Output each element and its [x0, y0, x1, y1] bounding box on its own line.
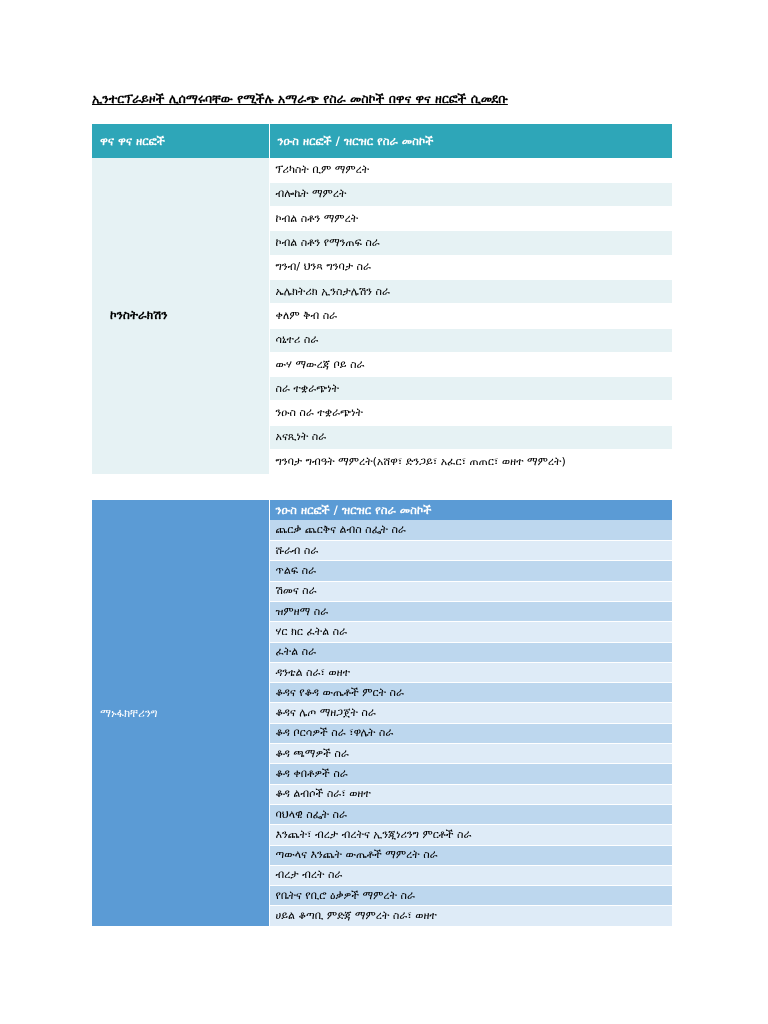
header-sub-sectors: ንዑስ ዘርፎች / ዝርዝር የስራ መስኮች	[269, 124, 672, 158]
category-construction: ኮንስትራክሽን	[92, 158, 269, 474]
table-cell: ኮብል ስቶን ማምረት	[269, 207, 672, 231]
table-cell: ስራ ተቋራጭነት	[269, 377, 672, 401]
table-cell: ጣውላና እንጨት ውጤቶች ማምረት ስራ	[269, 845, 672, 865]
table-cell: ሽመና ስራ	[269, 581, 672, 601]
construction-table	[92, 124, 672, 474]
table-cell: ጥልፍ ስራ	[269, 561, 672, 581]
table-cell: እንጨት፣ ብረታ ብረትና ኢንጂነሪንግ ምርቶች ስራ	[269, 825, 672, 845]
table-row	[92, 158, 672, 182]
table-cell: ዝምዘማ ስራ	[269, 601, 672, 621]
table-cell: ሳኒተሪ ስራ	[269, 328, 672, 352]
table-cell: ቆዳ ጫማዎች ስራ	[269, 744, 672, 764]
manufacturing-table	[92, 500, 672, 927]
table-cell: ቆዳና የቆዳ ውጤቶች ምርት ስራ	[269, 683, 672, 703]
header-sub-sectors: ንዑስ ዘርፎች / ዝርዝር የስራ መስኮች	[269, 500, 672, 520]
table-header-row	[92, 500, 672, 520]
table-cell: ንዑስ ስራ ተቋራጭነት	[269, 401, 672, 425]
table-cell: ዳንቴል ስራ፣ ወዘተ	[269, 662, 672, 682]
table-cell: ብሎኬት ማምረት	[269, 182, 672, 206]
table-cell: ሹራብ ስራ	[269, 541, 672, 561]
table-cell: ቆዳ ቀበቶዎች ስራ	[269, 764, 672, 784]
table-cell: ግንባታ ግብዓት ማምረት(አሸዋ፣ ድንጋይ፣ አፈር፣ ጠጠር፣ ወዘተ ማምረት)	[269, 450, 672, 474]
document-title: ኢንተርፕራይዞች ሊሰማሩባቸው የሚችሉ አማራጭ የስራ መስኮች በዋና ዋና ዘርፎች ሲመደቡ	[92, 91, 508, 106]
table-cell: ቆዳና ሌጦ ማዘጋጀት ስራ	[269, 703, 672, 723]
table-cell: ሃር ክር ፈትል ስራ	[269, 622, 672, 642]
table-cell: ውሃ ማውረጃ ቦይ ስራ	[269, 352, 672, 376]
table-cell: ቆዳ ቦርሳዎች ስራ ፣ዋሌት ስራ	[269, 723, 672, 743]
table-cell: ብረታ ብረት ስራ	[269, 865, 672, 885]
table-cell: ኮብል ስቶን የማንጠፍ ስራ	[269, 231, 672, 255]
table-cell: የቤትና የቢሮ ዕቃዎች ማምረት ስራ	[269, 886, 672, 906]
table-cell: ሀይል ቆጣቢ ምድጃ ማምረት ስራ፣ ወዘተ	[269, 906, 672, 926]
table-cell: ፕሪካስት ቢም ማምረት	[269, 158, 672, 182]
table-cell: ጨርቃ ጨርቅና ልብስ ስፌት ስራ	[269, 520, 672, 540]
table-cell: ኤሌክትሪክ ኢንስታሌሽን ስራ	[269, 279, 672, 303]
table-cell: ግንብ/ ህንጻ ግንባታ ስራ	[269, 255, 672, 279]
table-cell: ቀለም ቅብ ስራ	[269, 304, 672, 328]
category-manufacturing: ማኑፋክቸሪንግ	[92, 500, 269, 926]
table-cell: ቆዳ ልብሶች ስራ፣ ወዘተ	[269, 784, 672, 804]
table-cell: አናጺነት ስራ	[269, 425, 672, 449]
table-header-row	[92, 124, 672, 158]
header-main-sectors: ዋና ዋና ዘርፎች	[92, 124, 269, 158]
table-cell: ፈትል ስራ	[269, 642, 672, 662]
table-cell: ባህላዊ ስፌት ስራ	[269, 804, 672, 824]
